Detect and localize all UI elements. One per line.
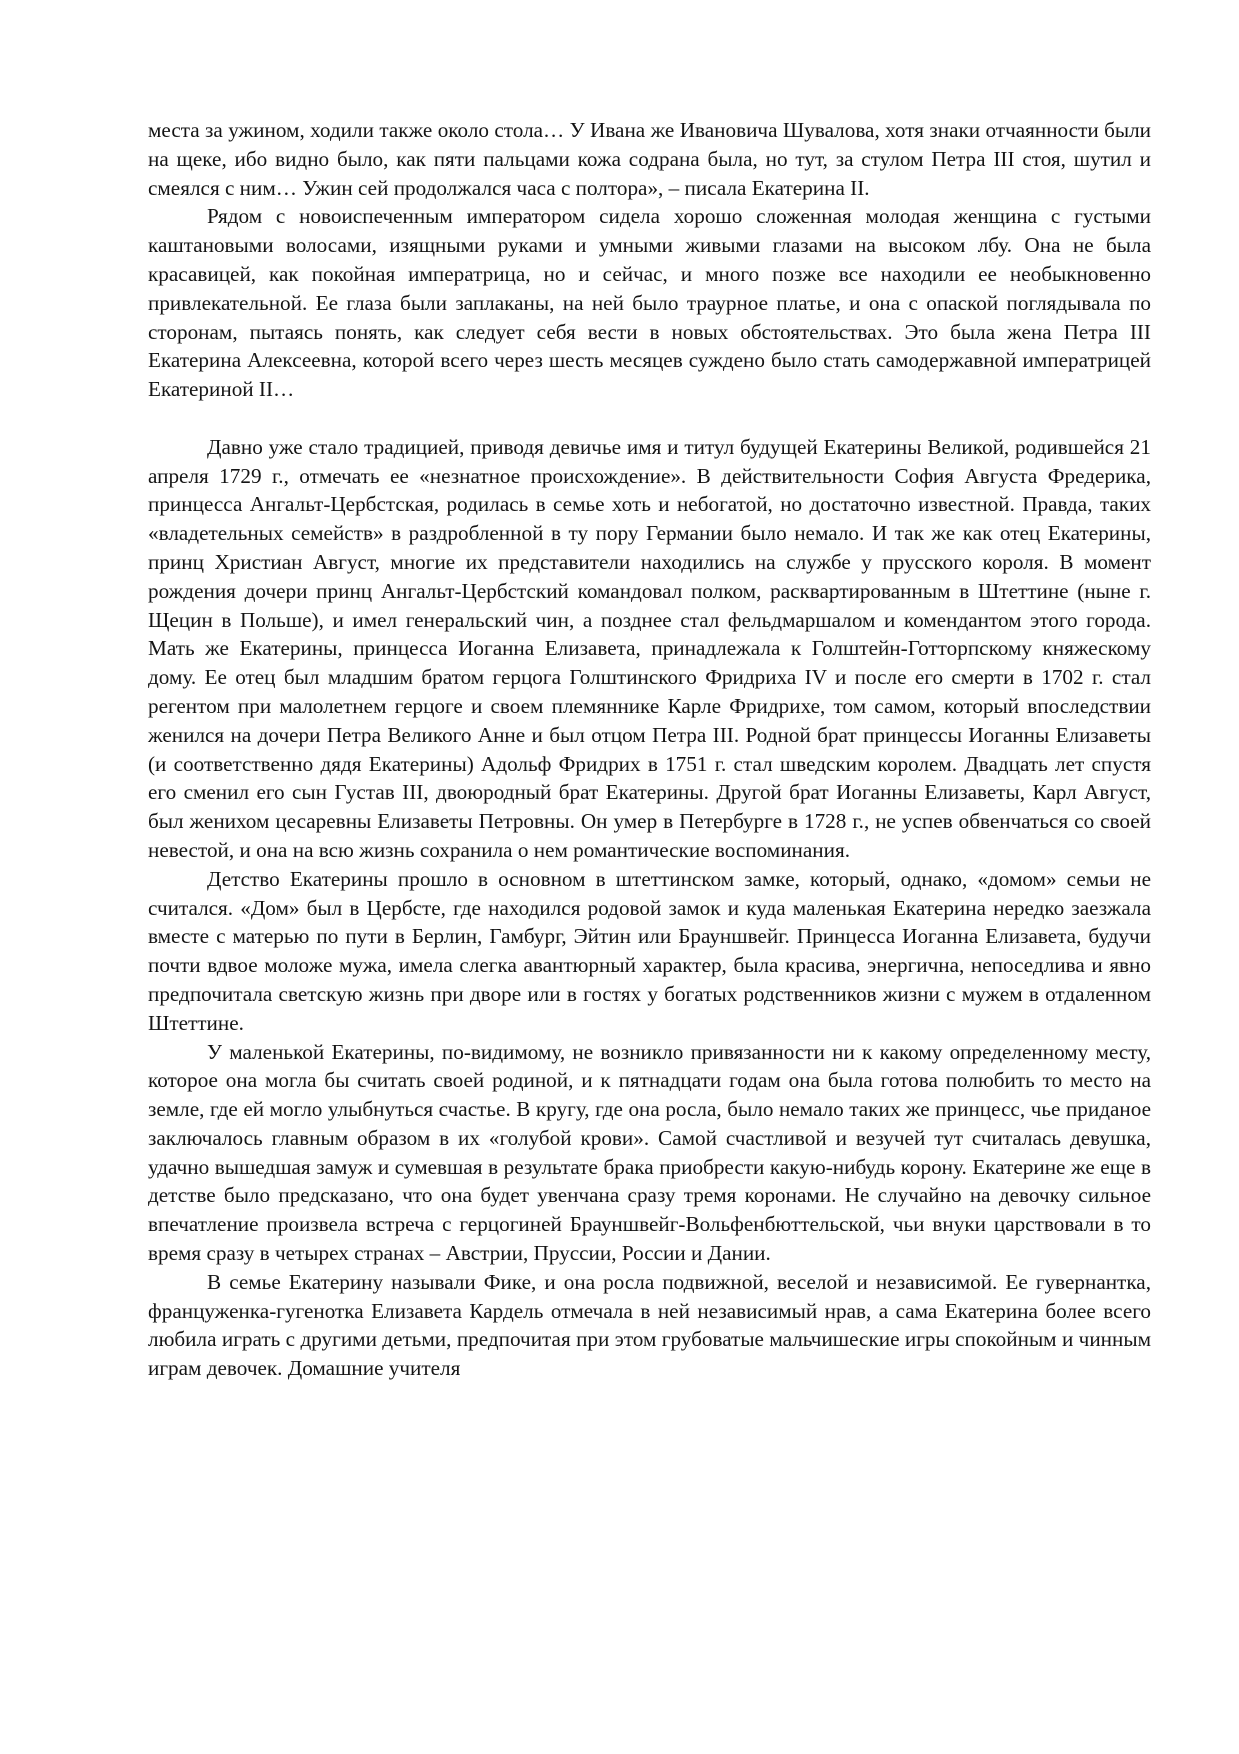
paragraph-4: Детство Екатерины прошло в основном в штеттинском замке, который, однако, «домом» семьи не считался. «Дом» был в Цербсте, где находился родовой замок и куда маленькая Екатерина нередко заезжала вместе с матерью по пути в Берлин, Гамбург, Эйтин или Брауншвейг. Принцесса Иоганна Елизавета, будучи почти вдвое моложе мужа, имела слегка авантюрный характер, была красива, энергична, непоседлива и явно предпочитала светскую жизнь при дворе или в гостях у богатых родственников жизни с мужем в отдаленном Штеттине. [148,866,1151,1035]
paragraph-5: У маленькой Екатерины, по-видимому, не возникло привязанности ни к какому определенному месту, которое она могла бы считать своей родиной, и к пятнадцати годам она была готова полюбить то место на земле, где ей могло улыбнуться счастье. В кругу, где она росла, было немало таких же принцесс, чье приданое заключалось главным образом в их «голубой крови». Самой счастливой и везучей тут считалась девушка, удачно вышедшая замуж и сумевшая в результате брака приобрести какую-нибудь корону. Екатерине же еще в детстве было предсказано, что она будет увенчана сразу тремя коронами. Не случайно на девочку сильное впечатление произвела встреча с герцогиней Брауншвейг-Вольфенбюттельской, чьи внуки царствовали в то время сразу в четырех странах – Австрии, Пруссии, России и Дании. [148,1039,1151,1266]
document-page [148,116,1151,1383]
paragraph-3: Давно уже стало традицией, приводя девичье имя и титул будущей Екатерины Великой, родившейся 21 апреля 1729 г., отмечать ее «незнатное происхождение». В действительности София Августа Фредерика, принцесса Ангальт-Цербстская, родилась в семье хоть и небогатой, но достаточно известной. Правда, таких «владетельных семейств» в раздробленной в ту пору Германии было немало. И так же как отец Екатерины, принц Христиан Август, многие их представители находились на службе у прусского короля. В момент рождения дочери принц Ангальт-Цербстский командовал полком, расквартированным в Штеттине (ныне г. Щецин в Польше), и имел генеральский чин, а позднее стал фельдмаршалом и комендантом этого города. Мать же Екатерины, принцесса Иоганна Елизавета, принадлежала к Голштейн-Готторпскому княжескому дому. Ее отец был младшим братом герцога Голштинского Фридриха IV и после его смерти в 1702 г. стал регентом при малолетнем герцоге и своем племяннике Карле Фридрихе, том самом, который впоследствии женился на дочери Петра Великого Анне и был отцом Петра III. Родной брат принцессы Иоганны Елизаветы (и соответственно дядя Екатерины) Адольф Фридрих в 1751 г. стал шведским королем. Двадцать лет спустя его сменил его сын Густав III, двоюродный брат Екатерины. Другой брат Иоганны Елизаветы, Карл Август, был женихом цесаревны Елизаветы Петровны. Он умер в Петербурге в 1728 г., не успев обвенчаться со своей невестой, и она на всю жизнь сохранила о нем романтические воспоминания. [148,434,1151,862]
paragraph-6: В семье Екатерину называли Фике, и она росла подвижной, веселой и независимой. Ее гувернантка, француженка-гугенотка Елизавета Кардель отмечала в ней независимый нрав, а сама Екатерина более всего любила играть с другими детьми, предпочитая при этом грубоватые мальчишеские игры спокойным и чинным играм девочек. Домашние учителя [148,1269,1151,1381]
paragraph-spacer [148,404,1151,433]
paragraph-1: места за ужином, ходили также около стола… У Ивана же Ивановича Шувалова, хотя знаки отчаянности были на щеке, ибо видно было, как пяти пальцами кожа содрана была, но тут, за стулом Петра III стоя, шутил и смеялся с ним… Ужин сей продолжался часа с полтора», – писала Екатерина II. [148,118,1151,200]
paragraph-2: Рядом с новоиспеченным императором сидела хорошо сложенная молодая женщина с густыми каштановыми волосами, изящными руками и умными живыми глазами на высоком лбу. Она не была красавицей, как покойная императрица, но и сейчас, и много позже все находили ее необыкновенно привлекательной. Ее глаза были заплаканы, на ней было траурное платье, и она с опаской поглядывала по сторонам, пытаясь понять, как следует себя вести в новых обстоятельствах. Это была жена Петра III Екатерина Алексеевна, которой всего через шесть месяцев суждено было стать самодержавной императрицей Екатериной II… [148,204,1151,402]
